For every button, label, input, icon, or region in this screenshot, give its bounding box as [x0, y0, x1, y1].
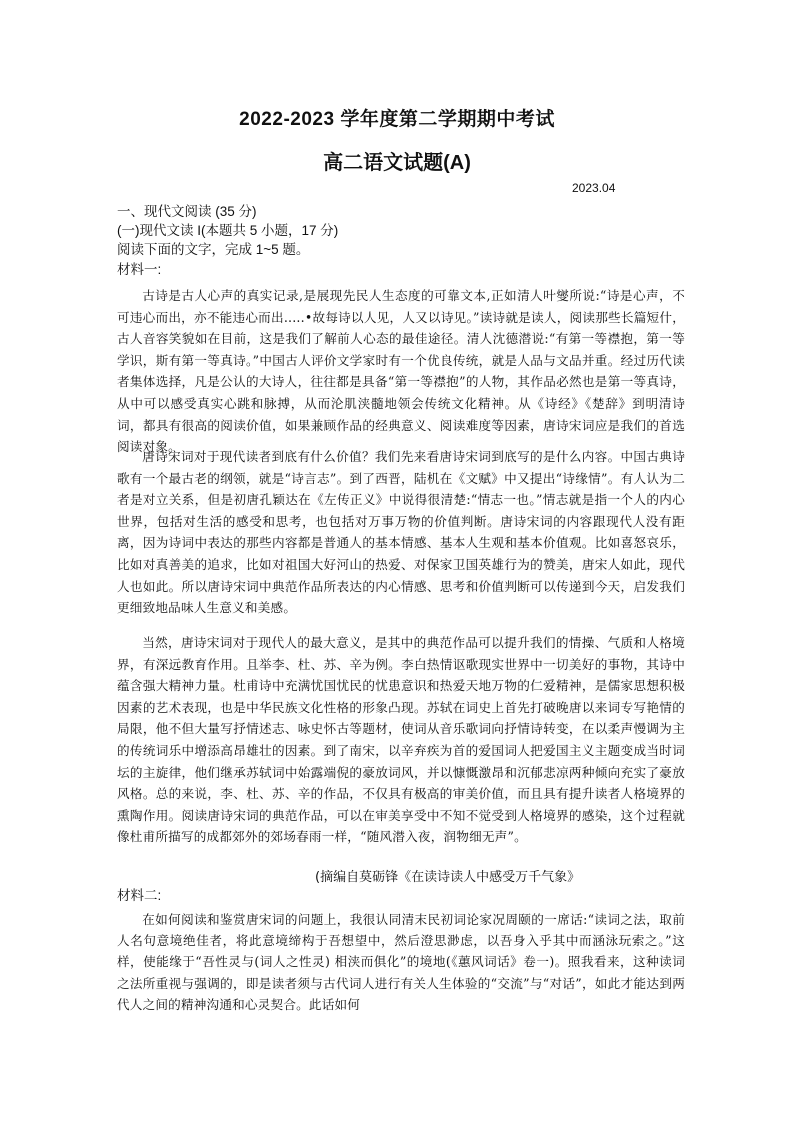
material-2-label: 材料二:: [117, 888, 162, 903]
reading-instruction: 阅读下面的文字，完成 1~5 题。: [117, 242, 310, 257]
exam-date: 2023.04: [572, 181, 616, 195]
material-1-paragraph: 古诗是古人心声的真实记录,是展现先民人生态度的可靠文本,正如清人叶燮所说:“诗是心声，不可违心而出，亦不能违心而出.....•故每诗以人见，人又以诗见。”读诗就是读人，阅读那些长篇短什，古人音容笑貌如在目前，这是我们了解前人心态的最佳途径。清人沈德潜说:“有第一等襟抱，第一等学识，斯有第一等真诗。”中国古人评价文学家时有一个优良传统，就是人品与文品并重。经过历代读者集体选择，凡是公认的大诗人，往往都是具备“第一等襟抱”的人物，其作品必然也是第一等真诗，从中可以感受真实心跳和脉搏，从而沦肌浃髓地领会传统文化精神。从《诗经》《楚辞》到明清诗词，都具有很高的阅读价值，如果兼顾作品的经典意义、阅读难度等因素，唐诗宋词应是我们的首选阅读对象。: [117, 288, 685, 455]
material-2-paragraph: 在如何阅读和鉴赏唐宋词的问题上，我很认同清末民初词论家况周颐的一席话:“读词之法，取前人名句意境绝佳者，将此意境缔构于吾想望中，然后澄思渺虑，以吾身入乎其中而涵泳玩索之。”这样，使能缘于“吾性灵与(词人之性灵) 相浃而俱化”的境地(《蕙风词话》卷一)。照我看来，这种读词之法所重视与强调的，即是读者须与古代词人进行有关人生体验的“交流”与“对话”，如此才能达到两代人之间的精神沟通和心灵契合。此话如何: [117, 912, 685, 1012]
material-1-paragraph: 唐诗宋词对于现代读者到底有什么价值？我们先来看唐诗宋词到底写的是什么内容。中国古典诗歌有一个最古老的纲领，就是“诗言志”。到了西晋，陆机在《文赋》中又提出“诗缘情”。有人认为二者是对立关系，但是初唐孔颖达在《左传正义》中说得很清楚:“情志一也。”情志就是指一个人的内心世界，包括对生活的感受和思考，也包括对万事万物的价值判断。唐诗宋词的内容跟现代人没有距离，因为诗词中表达的那些内容都是普通人的基本情感、基本人生观和基本价值观。比如喜怒哀乐，比如对真善美的追求，比如对祖国大好河山的热爱、对保家卫国英雄行为的赞美，唐宋人如此，现代人也如此。所以唐诗宋词中典范作品所表达的内心情感、思考和价值判断可以传递到今天，启发我们更细致地品味人生意义和美感。: [117, 449, 685, 616]
material-1-paragraph: 当然，唐诗宋词对于现代人的最大意义，是其中的典范作品可以提升我们的情操、气质和人格境界，有深远教育作用。且举李、杜、苏、辛为例。李白热情讴歌现实世界中一切美好的事物，其诗中蕴含强大精神力量。杜甫诗中充满忧国忧民的忧患意识和热爱天地万物的仁爱精神，是儒家思想积极因素的艺术表现，也是中华民族文化性格的形象凸现。苏轼在词史上首先打破晚唐以来词专写艳情的局限，他不但大量写抒情述志、咏史怀古等题材，使词从音乐歌词向抒情诗转变，在以柔声慢调为主的传统词乐中增添高昂雄壮的因素。到了南宋，以辛弃疾为首的爱国词人把爱国主义主题变成当时词坛的主旋律，他们继承苏轼词中始露端倪的豪放词风，并以慷慨激昂和沉郁悲凉两种倾向充实了豪放风格。总的来说，李、杜、苏、辛的作品，不仅具有极高的审美价值，而且具有提升读者人格境界的熏陶作用。阅读唐诗宋词的典范作品，可以在审美享受中不知不觉受到人格境界的感染，这个过程就像杜甫所描写的成都郊外的郊场春雨一样，“随风潜入夜，润物细无声”。: [117, 635, 685, 845]
exam-subtitle: 高二语文试题(A): [323, 152, 471, 174]
section-subheading: (一)现代文读 I(本题共 5 小题，17 分): [117, 223, 339, 238]
material-1-source: (摘编自莫砺锋《在读诗读人中感受万千气象》: [315, 870, 581, 885]
material-1-label: 材料一:: [117, 262, 162, 277]
exam-title: 2022-2023 学年度第二学期期中考试: [239, 109, 555, 130]
section-heading: 一、现代文阅读 (35 分): [117, 204, 257, 219]
